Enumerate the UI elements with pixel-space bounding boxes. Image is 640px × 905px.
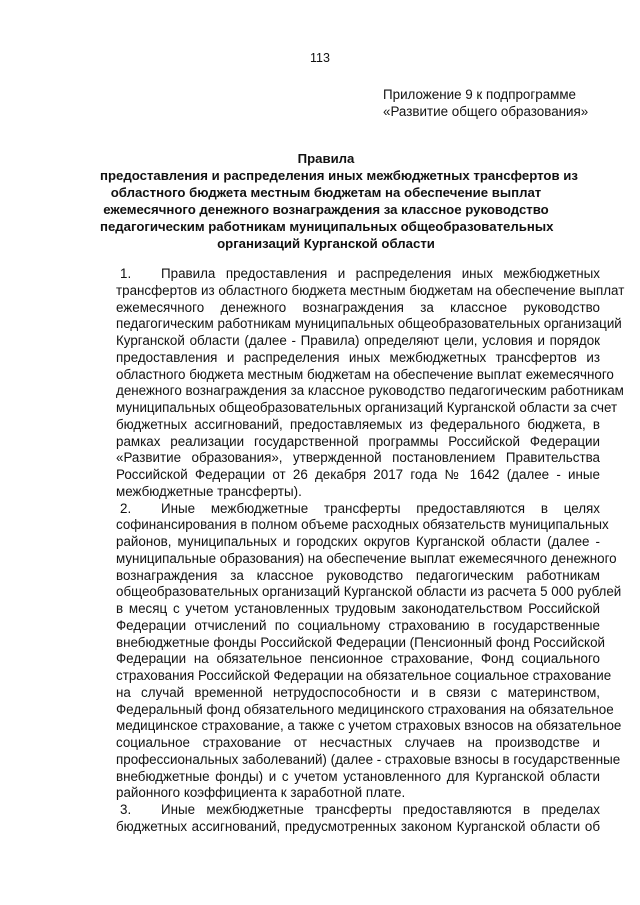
paragraph-line: страхования Российской Федерации на обязательное социальное страхование bbox=[116, 668, 612, 683]
paragraph-line bbox=[116, 802, 600, 819]
paragraph-line: Федерации на обязательное пенсионное страхование, Фонд социального bbox=[116, 651, 600, 667]
paragraph-line: межбюджетные трансферты). bbox=[116, 483, 302, 499]
paragraph-line: «Развитие образования», утвержденной постановлением Правительства bbox=[116, 450, 600, 466]
paragraph-line: бюджетных ассигнований, предоставляемых из федерального бюджета, в bbox=[116, 416, 600, 432]
document-body bbox=[116, 266, 625, 836]
paragraph-line: Курганской области (далее - Правила) определяют цели, условия и порядок bbox=[116, 333, 600, 348]
paragraph-line: трансфертов из областного бюджета местным бюджетам на обеспечение выплат bbox=[116, 282, 625, 298]
paragraph-1 bbox=[116, 266, 625, 501]
title-line: областного бюджета местным бюджетам на обеспечение выплат bbox=[110, 185, 542, 200]
paragraph-line: в месяц с учетом установленных трудовым законодательством Российской bbox=[116, 601, 600, 616]
paragraph-line bbox=[116, 501, 600, 518]
paragraph-line: Российской Федерации от 26 декабря 2017 года № 1642 (далее - иные bbox=[116, 467, 600, 482]
paragraph-line: денежного вознаграждения за классное руководство педагогическим работникам bbox=[116, 383, 624, 399]
paragraph-line: областного бюджета местным бюджетам на обеспечение выплат ежемесячного bbox=[116, 366, 614, 382]
paragraph-number: 3. bbox=[120, 802, 132, 817]
paragraph-text: Иные межбюджетные трансферты предоставляются в пределах bbox=[161, 802, 600, 817]
paragraph-line: бюджетных ассигнований, предусмотренных законом Курганской области об bbox=[116, 818, 600, 834]
title-line: педагогическим работникам муниципальных общеобразовательных bbox=[100, 219, 554, 234]
appendix-line: Приложение 9 к подпрограмме bbox=[383, 87, 577, 102]
paragraph-line: ежемесячного денежного вознаграждения за классное руководство bbox=[116, 299, 600, 315]
paragraph-line: внебюджетные фонды Российской Федерации (Пенсионный фонд Российской bbox=[116, 634, 605, 650]
document-title bbox=[100, 150, 578, 252]
paragraph-line: районного коэффициента к заработной плате. bbox=[116, 785, 406, 801]
paragraph-line: педагогическим работникам муниципальных общеобразовательных организаций bbox=[116, 316, 622, 332]
appendix-line: «Развитие общего образования» bbox=[383, 104, 589, 119]
paragraph-text: Правила предоставления и распределения иных межбюджетных bbox=[161, 266, 600, 281]
paragraph-line: Федерации отчислений по социальному страхованию в государственные bbox=[116, 617, 600, 633]
paragraph-number: 2. bbox=[120, 500, 132, 516]
paragraph-3 bbox=[116, 802, 600, 836]
paragraph-number: 1. bbox=[120, 266, 132, 281]
appendix-reference bbox=[383, 86, 623, 120]
paragraph-2 bbox=[116, 500, 622, 803]
paragraph-line bbox=[116, 266, 600, 283]
paragraph-line: социальное страхование от несчастных случаев на производстве и bbox=[116, 735, 600, 750]
paragraph-line: муниципальных общеобразовательных организаций Курганской области за счет bbox=[116, 400, 618, 415]
paragraph-line: медицинское страхование, а также с учетом страховых взносов на обязательное bbox=[116, 718, 622, 734]
paragraph-line: на случай временной нетрудоспособности и в связи с материнством, bbox=[116, 684, 600, 700]
paragraph-text: Иные межбюджетные трансферты предоставляются в целях bbox=[161, 500, 600, 516]
paragraph-line: общеобразовательных организаций Курганской области из расчета 5 000 рублей bbox=[116, 584, 622, 600]
paragraph-line: предоставления и распределения иных межбюджетных трансфертов из bbox=[116, 349, 600, 365]
title-line: организаций Курганской области bbox=[217, 236, 435, 251]
paragraph-line: районов, муниципальных и городских округов Курганской области (далее - bbox=[116, 534, 600, 549]
paragraph-line: муниципальные образования) на обеспечение выплат ежемесячного денежного bbox=[116, 550, 617, 566]
paragraph-line: Федеральный фонд обязательного медицинского страхования на обязательное bbox=[116, 701, 614, 717]
page-number: 113 bbox=[310, 51, 330, 65]
paragraph-line: вознаграждения за классное руководство педагогическим работникам bbox=[116, 567, 600, 583]
paragraph-line: софинансирования в полном объеме расходных обязательств муниципальных bbox=[116, 517, 609, 533]
title-line: предоставления и распределения иных межбюджетных трансфертов из bbox=[100, 168, 578, 183]
title-line: Правила bbox=[297, 151, 355, 166]
title-line: ежемесячного денежного вознаграждения за классное руководство bbox=[103, 202, 549, 217]
paragraph-line: профессиональных заболеваний) (далее - страховые взносы в государственные bbox=[116, 751, 621, 767]
paragraph-line: рамках реализации государственной программы Российской Федерации bbox=[116, 433, 600, 449]
paragraph-line: внебюджетные фонды) и с учетом установленного для Курганской области bbox=[116, 768, 600, 784]
